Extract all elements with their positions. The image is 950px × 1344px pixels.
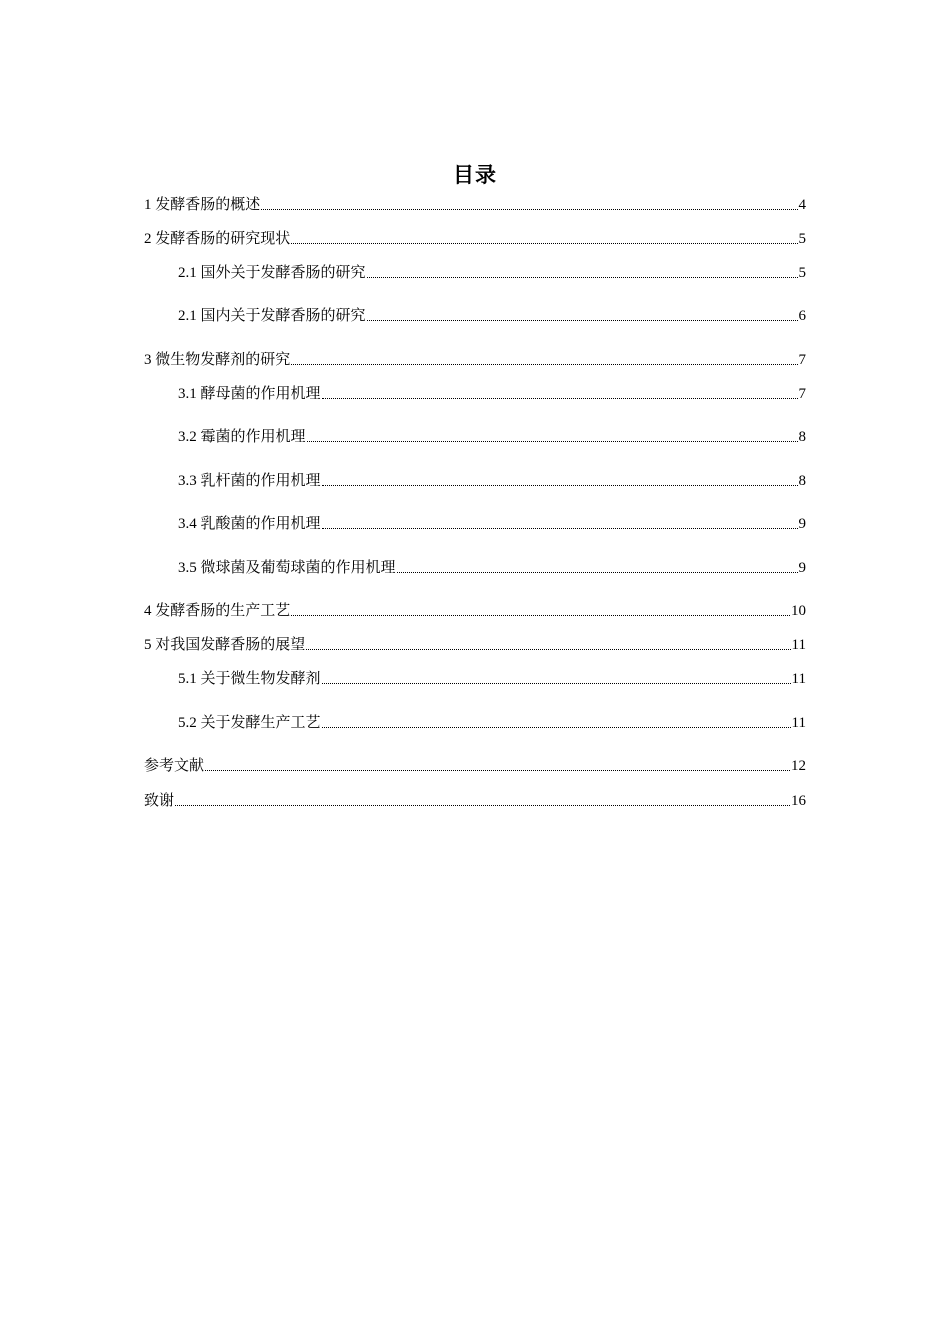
toc-entry[interactable] (178, 556, 806, 578)
toc-entry-label: 2 发酵香肠的研究现状 (144, 231, 291, 247)
toc-entry-label: 5.1 关于微生物发酵剂 (178, 671, 321, 687)
toc-entry-label: 3.2 霉菌的作用机理 (178, 429, 306, 445)
toc-dot-leader (307, 441, 798, 442)
toc-dot-leader (322, 683, 791, 684)
toc-entry[interactable] (144, 193, 806, 215)
toc-dot-leader (291, 615, 790, 616)
toc-dot-leader (322, 398, 798, 399)
toc-entry-label: 参考文献 (144, 758, 205, 774)
toc-dot-leader (322, 485, 798, 486)
toc-dot-leader (261, 209, 797, 210)
toc-entry[interactable] (178, 469, 806, 491)
toc-entry-page: 5 (798, 265, 806, 281)
toc-entry[interactable] (178, 382, 806, 404)
toc-entry[interactable] (178, 512, 806, 534)
toc-dot-leader (367, 277, 798, 278)
toc-entry-label: 3 微生物发酵剂的研究 (144, 352, 291, 368)
toc-entry[interactable] (144, 633, 806, 655)
toc-entry-page: 10 (791, 603, 806, 619)
toc-entry-label: 5.2 关于发酵生产工艺 (178, 715, 321, 731)
toc-entry-label: 致谢 (144, 793, 175, 809)
toc-entry-page: 11 (791, 671, 806, 687)
toc-entry[interactable] (144, 227, 806, 249)
toc-entry[interactable] (178, 711, 806, 733)
toc-entry-page: 7 (798, 386, 806, 402)
toc-entry-label: 4 发酵香肠的生产工艺 (144, 603, 291, 619)
toc-title: 目录 (453, 163, 497, 187)
toc-entry-page: 6 (798, 308, 806, 324)
toc-entry-label: 2.1 国外关于发酵香肠的研究 (178, 265, 366, 281)
toc-dot-leader (291, 364, 797, 365)
toc-entry-label: 2.1 国内关于发酵香肠的研究 (178, 308, 366, 324)
toc-entry[interactable] (144, 348, 806, 370)
toc-entry[interactable] (144, 599, 806, 621)
toc-entry[interactable] (144, 789, 806, 811)
toc-entry-page: 11 (791, 637, 806, 653)
toc-entry-page: 16 (791, 793, 806, 809)
toc-entry-page: 5 (798, 231, 806, 247)
toc-entry-label: 1 发酵香肠的概述 (144, 197, 261, 213)
toc-dot-leader (175, 805, 790, 806)
toc-dot-leader (205, 770, 790, 771)
toc-dot-leader (397, 572, 798, 573)
toc-entry[interactable] (144, 754, 806, 776)
toc-entry-page: 4 (798, 197, 806, 213)
toc-dot-leader (306, 649, 790, 650)
toc-entry[interactable] (178, 304, 806, 326)
toc-entry-label: 3.5 微球菌及葡萄球菌的作用机理 (178, 560, 396, 576)
toc-dot-leader (291, 243, 797, 244)
toc-entry[interactable] (178, 425, 806, 447)
toc-entry-page: 8 (798, 429, 806, 445)
toc-entry-label: 3.3 乳杆菌的作用机理 (178, 473, 321, 489)
toc-entry-label: 3.1 酵母菌的作用机理 (178, 386, 321, 402)
toc-dot-leader (322, 528, 798, 529)
toc-entry-page: 7 (798, 352, 806, 368)
toc-entry-page: 11 (791, 715, 806, 731)
toc-dot-leader (322, 727, 791, 728)
toc-entry-page: 9 (798, 516, 806, 532)
toc-entry-label: 3.4 乳酸菌的作用机理 (178, 516, 321, 532)
toc-entry[interactable] (178, 261, 806, 283)
toc-entry-page: 8 (798, 473, 806, 489)
toc-entry[interactable] (178, 667, 806, 689)
toc-dot-leader (367, 320, 798, 321)
toc-entry-label: 5 对我国发酵香肠的展望 (144, 637, 306, 653)
toc-entry-page: 9 (798, 560, 806, 576)
toc-entry-page: 12 (791, 758, 806, 774)
